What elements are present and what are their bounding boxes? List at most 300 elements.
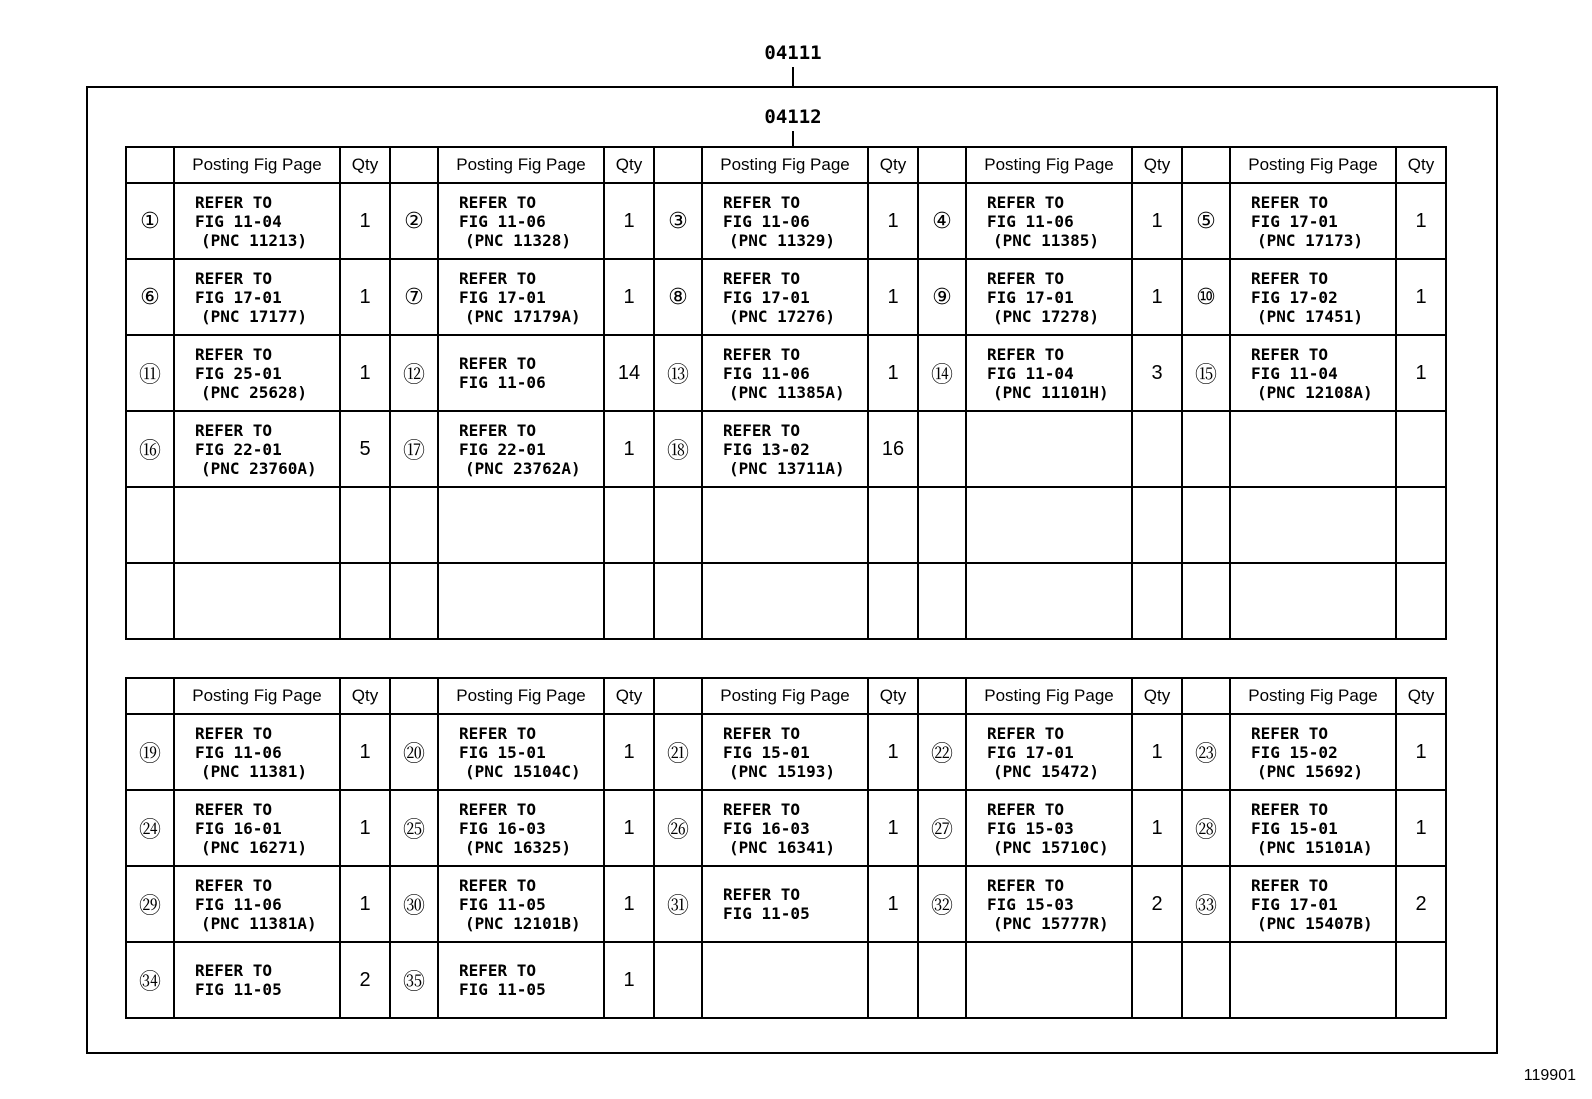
table-row bbox=[126, 714, 1446, 790]
fig-reference: FIG 15-01 bbox=[723, 742, 810, 762]
refer-to-text: REFER TO bbox=[195, 961, 273, 980]
callout-number: ㉟ bbox=[390, 942, 438, 1018]
reference-cell bbox=[174, 411, 340, 487]
qty-value: 1 bbox=[1396, 183, 1446, 259]
qty-value: 1 bbox=[604, 411, 654, 487]
qty-value bbox=[1396, 942, 1446, 1018]
reference-cell bbox=[702, 866, 868, 942]
table-row bbox=[126, 487, 1446, 563]
reference-cell bbox=[702, 790, 868, 866]
callout-number: ⑥ bbox=[126, 259, 174, 335]
fig-reference: FIG 11-05 bbox=[723, 904, 810, 923]
callout-number: ④ bbox=[918, 183, 966, 259]
pnc-reference: (PNC 17276) bbox=[729, 306, 835, 326]
pnc-reference: (PNC 12108A) bbox=[1257, 382, 1373, 402]
fig-reference: FIG 16-03 bbox=[459, 818, 546, 838]
pnc-reference: (PNC 15104C) bbox=[465, 761, 581, 781]
qty-value bbox=[868, 942, 918, 1018]
refer-to-text: REFER TO bbox=[723, 192, 801, 212]
fig-reference: FIG 11-06 bbox=[723, 211, 810, 231]
qty-value: 1 bbox=[868, 259, 918, 335]
fig-reference: FIG 15-03 bbox=[987, 818, 1074, 838]
callout-number: ㉖ bbox=[654, 790, 702, 866]
callout-number: ⑱ bbox=[654, 411, 702, 487]
reference-cell bbox=[702, 487, 868, 563]
reference-cell bbox=[1230, 487, 1396, 563]
reference-cell bbox=[1230, 714, 1396, 790]
refer-to-text: REFER TO bbox=[1251, 344, 1329, 364]
reference-cell bbox=[966, 335, 1132, 411]
refer-to-text: REFER TO bbox=[459, 875, 537, 895]
pnc-reference: (PNC 16341) bbox=[729, 837, 835, 857]
refer-to-text: REFER TO bbox=[723, 885, 801, 904]
posting-fig-page-header: Posting Fig Page bbox=[1230, 678, 1396, 714]
qty-value: 1 bbox=[604, 866, 654, 942]
qty-header: Qty bbox=[868, 147, 918, 183]
qty-header: Qty bbox=[1396, 147, 1446, 183]
fig-reference: FIG 11-06 bbox=[459, 373, 546, 392]
refer-to-text: REFER TO bbox=[987, 799, 1065, 819]
callout-number bbox=[1182, 942, 1230, 1018]
refer-to-text: REFER TO bbox=[459, 192, 537, 212]
refer-to-text: REFER TO bbox=[1251, 192, 1329, 212]
callout-number: ㉛ bbox=[654, 866, 702, 942]
bottom-reference-table bbox=[125, 677, 1447, 1019]
reference-cell bbox=[702, 183, 868, 259]
reference-cell bbox=[438, 183, 604, 259]
callout-number: ③ bbox=[654, 183, 702, 259]
qty-value: 1 bbox=[340, 790, 390, 866]
index-header bbox=[1182, 678, 1230, 714]
qty-value: 1 bbox=[1396, 259, 1446, 335]
table-row bbox=[126, 259, 1446, 335]
qty-value: 1 bbox=[868, 790, 918, 866]
fig-reference: FIG 15-03 bbox=[987, 894, 1074, 914]
posting-fig-page-header: Posting Fig Page bbox=[702, 147, 868, 183]
callout-number bbox=[1182, 487, 1230, 563]
pnc-reference: (PNC 16271) bbox=[201, 837, 307, 857]
callout-number: ㉙ bbox=[126, 866, 174, 942]
callout-number: ⑯ bbox=[126, 411, 174, 487]
refer-to-text: REFER TO bbox=[195, 723, 273, 743]
refer-to-text: REFER TO bbox=[459, 723, 537, 743]
callout-number: ⑮ bbox=[1182, 335, 1230, 411]
callout-number: ㉓ bbox=[1182, 714, 1230, 790]
pnc-reference: (PNC 15407B) bbox=[1257, 913, 1373, 933]
refer-to-text: REFER TO bbox=[195, 192, 273, 212]
reference-cell bbox=[966, 487, 1132, 563]
fig-reference: FIG 17-01 bbox=[987, 742, 1074, 762]
qty-value: 1 bbox=[340, 259, 390, 335]
reference-cell bbox=[966, 563, 1132, 639]
pnc-reference: (PNC 15692) bbox=[1257, 761, 1363, 781]
index-header bbox=[390, 147, 438, 183]
refer-to-text: REFER TO bbox=[1251, 799, 1329, 819]
index-header bbox=[918, 147, 966, 183]
refer-to-text: REFER TO bbox=[987, 875, 1065, 895]
posting-fig-page-header: Posting Fig Page bbox=[438, 147, 604, 183]
pnc-reference: (PNC 17451) bbox=[1257, 306, 1363, 326]
refer-to-text: REFER TO bbox=[1251, 723, 1329, 743]
drawing-id: 119901 bbox=[1523, 1067, 1576, 1084]
callout-number: ⑬ bbox=[654, 335, 702, 411]
pnc-reference: (PNC 11385A) bbox=[729, 382, 845, 402]
reference-cell bbox=[702, 411, 868, 487]
qty-value: 1 bbox=[604, 790, 654, 866]
pnc-reference: (PNC 11385) bbox=[993, 230, 1099, 250]
table-row bbox=[126, 790, 1446, 866]
table-row bbox=[126, 335, 1446, 411]
fig-reference: FIG 11-05 bbox=[459, 894, 546, 914]
callout-number: ⑨ bbox=[918, 259, 966, 335]
reference-cell bbox=[966, 866, 1132, 942]
qty-value: 3 bbox=[1132, 335, 1182, 411]
fig-reference: FIG 17-02 bbox=[1251, 287, 1338, 307]
fig-reference: FIG 11-06 bbox=[723, 363, 810, 383]
qty-value bbox=[1132, 487, 1182, 563]
callout-number: ⑧ bbox=[654, 259, 702, 335]
fig-reference: FIG 25-01 bbox=[195, 363, 282, 383]
refer-to-text: REFER TO bbox=[987, 344, 1065, 364]
qty-value: 1 bbox=[604, 942, 654, 1018]
pnc-reference: (PNC 16325) bbox=[465, 837, 571, 857]
qty-header: Qty bbox=[340, 147, 390, 183]
callout-number: ㉒ bbox=[918, 714, 966, 790]
qty-value bbox=[604, 487, 654, 563]
reference-cell bbox=[966, 183, 1132, 259]
refer-to-text: REFER TO bbox=[723, 344, 801, 364]
callout-number bbox=[1182, 563, 1230, 639]
callout-number bbox=[918, 563, 966, 639]
refer-to-text: REFER TO bbox=[723, 268, 801, 288]
pnc-reference: (PNC 11328) bbox=[465, 230, 571, 250]
callout-number bbox=[126, 563, 174, 639]
qty-value: 1 bbox=[604, 714, 654, 790]
pnc-reference: (PNC 11329) bbox=[729, 230, 835, 250]
reference-cell bbox=[1230, 183, 1396, 259]
reference-cell bbox=[174, 335, 340, 411]
pnc-reference: (PNC 11381A) bbox=[201, 913, 317, 933]
index-header bbox=[654, 678, 702, 714]
refer-to-text: REFER TO bbox=[195, 420, 273, 440]
qty-value: 2 bbox=[1132, 866, 1182, 942]
posting-fig-page-header: Posting Fig Page bbox=[438, 678, 604, 714]
refer-to-text: REFER TO bbox=[723, 799, 801, 819]
index-header bbox=[654, 147, 702, 183]
refer-to-text: REFER TO bbox=[723, 723, 801, 743]
qty-value: 5 bbox=[340, 411, 390, 487]
fig-reference: FIG 11-04 bbox=[195, 211, 282, 231]
pnc-reference: (PNC 11381) bbox=[201, 761, 307, 781]
reference-cell bbox=[1230, 942, 1396, 1018]
reference-cell bbox=[438, 411, 604, 487]
fig-reference: FIG 17-01 bbox=[987, 287, 1074, 307]
qty-header: Qty bbox=[1396, 678, 1446, 714]
fig-reference: FIG 16-03 bbox=[723, 818, 810, 838]
reference-cell bbox=[438, 563, 604, 639]
reference-cell bbox=[966, 411, 1132, 487]
reference-cell bbox=[438, 866, 604, 942]
qty-value bbox=[1396, 563, 1446, 639]
qty-value: 1 bbox=[1132, 790, 1182, 866]
callout-number: ㉗ bbox=[918, 790, 966, 866]
fig-reference: FIG 16-01 bbox=[195, 818, 282, 838]
assembly-code: 04111 bbox=[764, 42, 822, 64]
qty-value: 1 bbox=[1132, 714, 1182, 790]
fig-reference: FIG 11-04 bbox=[987, 363, 1074, 383]
pnc-reference: (PNC 15472) bbox=[993, 761, 1099, 781]
top-reference-table bbox=[125, 146, 1447, 640]
reference-cell bbox=[438, 714, 604, 790]
pnc-reference: (PNC 23762A) bbox=[465, 458, 581, 478]
table-row bbox=[126, 942, 1446, 1018]
reference-cell bbox=[966, 942, 1132, 1018]
callout-number bbox=[918, 487, 966, 563]
qty-value bbox=[1132, 942, 1182, 1018]
qty-value: 2 bbox=[1396, 866, 1446, 942]
reference-cell bbox=[1230, 411, 1396, 487]
qty-value bbox=[1396, 411, 1446, 487]
qty-value bbox=[868, 563, 918, 639]
refer-to-text: REFER TO bbox=[195, 344, 273, 364]
callout-number: ⑭ bbox=[918, 335, 966, 411]
pnc-reference: (PNC 23760A) bbox=[201, 458, 317, 478]
reference-cell bbox=[966, 790, 1132, 866]
pnc-reference: (PNC 25628) bbox=[201, 382, 307, 402]
fig-reference: FIG 11-06 bbox=[195, 742, 282, 762]
callout-number bbox=[390, 563, 438, 639]
fig-reference: FIG 11-06 bbox=[987, 211, 1074, 231]
callout-number bbox=[126, 487, 174, 563]
header-row bbox=[126, 147, 1446, 183]
qty-value: 1 bbox=[340, 714, 390, 790]
refer-to-text: REFER TO bbox=[459, 961, 537, 980]
fig-reference: FIG 11-04 bbox=[1251, 363, 1338, 383]
reference-cell bbox=[438, 335, 604, 411]
pnc-reference: (PNC 11213) bbox=[201, 230, 307, 250]
table-row bbox=[126, 563, 1446, 639]
refer-to-text: REFER TO bbox=[723, 420, 801, 440]
reference-cell bbox=[174, 259, 340, 335]
callout-number: ㉘ bbox=[1182, 790, 1230, 866]
fig-reference: FIG 17-01 bbox=[459, 287, 546, 307]
qty-value: 1 bbox=[604, 183, 654, 259]
refer-to-text: REFER TO bbox=[1251, 875, 1329, 895]
qty-header: Qty bbox=[1132, 147, 1182, 183]
qty-value: 1 bbox=[1132, 259, 1182, 335]
callout-number bbox=[918, 411, 966, 487]
index-header bbox=[918, 678, 966, 714]
callout-number: ㉕ bbox=[390, 790, 438, 866]
reference-cell bbox=[174, 866, 340, 942]
pnc-reference: (PNC 15777R) bbox=[993, 913, 1109, 933]
fig-reference: FIG 22-01 bbox=[459, 439, 546, 459]
qty-value: 1 bbox=[868, 335, 918, 411]
refer-to-text: REFER TO bbox=[459, 268, 537, 288]
refer-to-text: REFER TO bbox=[1251, 268, 1329, 288]
pnc-reference: (PNC 17173) bbox=[1257, 230, 1363, 250]
callout-number bbox=[1182, 411, 1230, 487]
fig-reference: FIG 15-02 bbox=[1251, 742, 1338, 762]
pnc-reference: (PNC 17278) bbox=[993, 306, 1099, 326]
callout-number bbox=[654, 563, 702, 639]
fig-reference: FIG 17-01 bbox=[1251, 211, 1338, 231]
refer-to-text: REFER TO bbox=[195, 799, 273, 819]
reference-cell bbox=[1230, 335, 1396, 411]
callout-number: ㉜ bbox=[918, 866, 966, 942]
posting-fig-page-header: Posting Fig Page bbox=[174, 678, 340, 714]
callout-number: ㉞ bbox=[126, 942, 174, 1018]
fig-reference: FIG 15-01 bbox=[459, 742, 546, 762]
callout-number bbox=[654, 942, 702, 1018]
qty-header: Qty bbox=[868, 678, 918, 714]
reference-cell bbox=[1230, 866, 1396, 942]
callout-number: ① bbox=[126, 183, 174, 259]
qty-value: 1 bbox=[1396, 790, 1446, 866]
qty-value: 1 bbox=[604, 259, 654, 335]
table-row bbox=[126, 866, 1446, 942]
qty-value: 2 bbox=[340, 942, 390, 1018]
posting-fig-page-header: Posting Fig Page bbox=[966, 678, 1132, 714]
sub-assembly-leader-line bbox=[792, 131, 794, 147]
fig-reference: FIG 22-01 bbox=[195, 439, 282, 459]
qty-value bbox=[1132, 563, 1182, 639]
qty-value: 1 bbox=[868, 714, 918, 790]
refer-to-text: REFER TO bbox=[459, 799, 537, 819]
callout-number: ⑲ bbox=[126, 714, 174, 790]
qty-header: Qty bbox=[1132, 678, 1182, 714]
pnc-reference: (PNC 17179A) bbox=[465, 306, 581, 326]
reference-cell bbox=[1230, 259, 1396, 335]
assembly-leader-line bbox=[792, 67, 794, 86]
reference-cell bbox=[174, 183, 340, 259]
pnc-reference: (PNC 13711A) bbox=[729, 458, 845, 478]
reference-cell bbox=[1230, 790, 1396, 866]
reference-cell bbox=[174, 942, 340, 1018]
qty-value: 1 bbox=[868, 866, 918, 942]
reference-cell bbox=[1230, 563, 1396, 639]
table-row bbox=[126, 183, 1446, 259]
reference-cell bbox=[966, 259, 1132, 335]
posting-fig-page-header: Posting Fig Page bbox=[702, 678, 868, 714]
qty-value: 14 bbox=[604, 335, 654, 411]
callout-number bbox=[654, 487, 702, 563]
pnc-reference: (PNC 11101H) bbox=[993, 382, 1109, 402]
callout-number: ⑰ bbox=[390, 411, 438, 487]
reference-cell bbox=[438, 259, 604, 335]
reference-cell bbox=[702, 942, 868, 1018]
reference-cell bbox=[702, 335, 868, 411]
qty-value: 1 bbox=[340, 183, 390, 259]
callout-number: ㉑ bbox=[654, 714, 702, 790]
pnc-reference: (PNC 15101A) bbox=[1257, 837, 1373, 857]
reference-cell bbox=[438, 942, 604, 1018]
callout-number: ⑫ bbox=[390, 335, 438, 411]
pnc-reference: (PNC 15193) bbox=[729, 761, 835, 781]
callout-number: ⑦ bbox=[390, 259, 438, 335]
callout-number: ⑳ bbox=[390, 714, 438, 790]
fig-reference: FIG 15-01 bbox=[1251, 818, 1338, 838]
refer-to-text: REFER TO bbox=[195, 268, 273, 288]
qty-value bbox=[340, 487, 390, 563]
reference-cell bbox=[438, 487, 604, 563]
callout-number bbox=[918, 942, 966, 1018]
sub-assembly-code: 04112 bbox=[764, 106, 822, 128]
refer-to-text: REFER TO bbox=[987, 723, 1065, 743]
reference-cell bbox=[174, 487, 340, 563]
reference-cell bbox=[174, 790, 340, 866]
reference-cell bbox=[702, 714, 868, 790]
fig-reference: FIG 11-05 bbox=[459, 980, 546, 999]
qty-value bbox=[604, 563, 654, 639]
posting-fig-page-header: Posting Fig Page bbox=[174, 147, 340, 183]
callout-number: ㉔ bbox=[126, 790, 174, 866]
refer-to-text: REFER TO bbox=[459, 420, 537, 440]
qty-value bbox=[340, 563, 390, 639]
qty-value: 1 bbox=[1132, 183, 1182, 259]
header-row bbox=[126, 678, 1446, 714]
qty-value: 1 bbox=[868, 183, 918, 259]
callout-number: ② bbox=[390, 183, 438, 259]
qty-header: Qty bbox=[340, 678, 390, 714]
qty-value bbox=[868, 487, 918, 563]
reference-cell bbox=[438, 790, 604, 866]
pnc-reference: (PNC 12101B) bbox=[465, 913, 581, 933]
reference-cell bbox=[174, 563, 340, 639]
fig-reference: FIG 11-06 bbox=[459, 211, 546, 231]
callout-number bbox=[390, 487, 438, 563]
posting-fig-page-header: Posting Fig Page bbox=[1230, 147, 1396, 183]
posting-fig-page-header: Posting Fig Page bbox=[966, 147, 1132, 183]
fig-reference: FIG 17-01 bbox=[723, 287, 810, 307]
refer-to-text: REFER TO bbox=[987, 192, 1065, 212]
fig-reference: FIG 17-01 bbox=[195, 287, 282, 307]
qty-value: 16 bbox=[868, 411, 918, 487]
reference-cell bbox=[966, 714, 1132, 790]
reference-cell bbox=[174, 714, 340, 790]
index-header bbox=[126, 147, 174, 183]
callout-number: ㉚ bbox=[390, 866, 438, 942]
refer-to-text: REFER TO bbox=[987, 268, 1065, 288]
callout-number: ⑤ bbox=[1182, 183, 1230, 259]
callout-number: ㉝ bbox=[1182, 866, 1230, 942]
pnc-reference: (PNC 17177) bbox=[201, 306, 307, 326]
qty-value: 1 bbox=[340, 866, 390, 942]
index-header bbox=[390, 678, 438, 714]
fig-reference: FIG 13-02 bbox=[723, 439, 810, 459]
qty-value bbox=[1396, 487, 1446, 563]
callout-number: ⑪ bbox=[126, 335, 174, 411]
table-row bbox=[126, 411, 1446, 487]
qty-header: Qty bbox=[604, 147, 654, 183]
qty-header: Qty bbox=[604, 678, 654, 714]
refer-to-text: REFER TO bbox=[195, 875, 273, 895]
qty-value: 1 bbox=[1396, 714, 1446, 790]
reference-cell bbox=[702, 563, 868, 639]
qty-value: 1 bbox=[340, 335, 390, 411]
index-header bbox=[1182, 147, 1230, 183]
qty-value: 1 bbox=[1396, 335, 1446, 411]
reference-cell bbox=[702, 259, 868, 335]
pnc-reference: (PNC 15710C) bbox=[993, 837, 1109, 857]
qty-value bbox=[1132, 411, 1182, 487]
fig-reference: FIG 17-01 bbox=[1251, 894, 1338, 914]
fig-reference: FIG 11-05 bbox=[195, 980, 282, 999]
refer-to-text: REFER TO bbox=[459, 354, 537, 373]
callout-number: ⑩ bbox=[1182, 259, 1230, 335]
index-header bbox=[126, 678, 174, 714]
fig-reference: FIG 11-06 bbox=[195, 894, 282, 914]
